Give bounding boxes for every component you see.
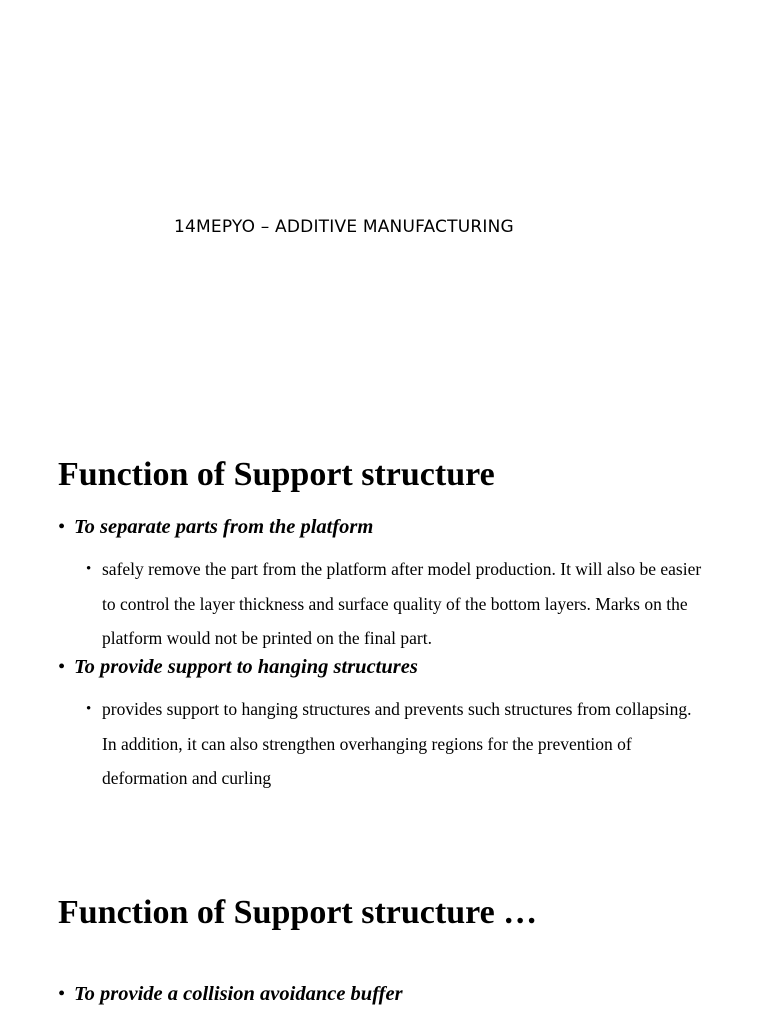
bullet-icon: • <box>86 701 92 717</box>
list-item <box>58 656 418 679</box>
slide-heading: Function of Support structure <box>58 456 495 493</box>
bullet-icon: • <box>58 656 66 678</box>
list-item <box>58 516 373 539</box>
bullet-title: To provide a collision avoidance buffer <box>74 983 403 1005</box>
list-item <box>86 552 706 656</box>
bullet-detail: provides support to hanging structures and prevents such structures from collapsing. In addition, it can also strengthen overhanging regions for the prevention of deformation and curling <box>102 699 692 789</box>
bullet-title: To provide support to hanging structures <box>74 656 418 678</box>
bullet-title: To separate parts from the platform <box>74 516 374 538</box>
bullet-icon: • <box>58 516 66 538</box>
bullet-detail: safely remove the part from the platform after model production. It will also be easier to control the layer thickness and surface quality of the bottom layers. Marks on the platform would not be printed on the final part. <box>102 559 702 649</box>
list-item <box>86 692 706 796</box>
list-item <box>58 983 403 1006</box>
bullet-icon: • <box>58 983 66 1005</box>
course-title: 14MEPYO – ADDITIVE MANUFACTURING <box>174 217 514 237</box>
bullet-icon: • <box>86 561 92 577</box>
slide-heading: Function of Support structure … <box>58 894 538 931</box>
